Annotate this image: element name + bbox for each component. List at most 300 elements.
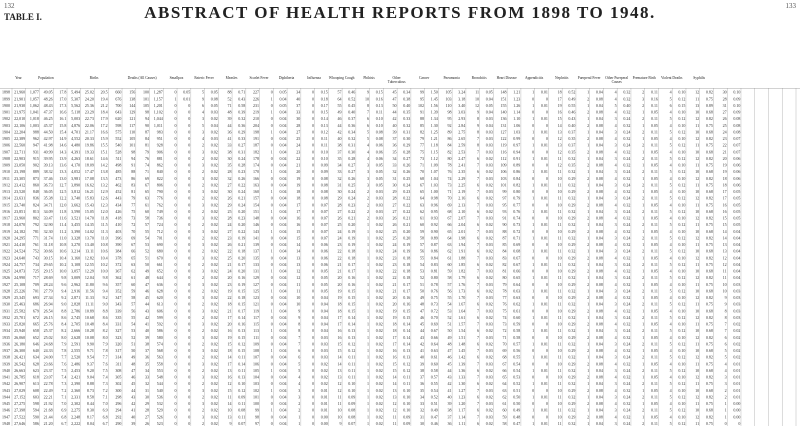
table-cell: 1 [532, 301, 535, 307]
table-cell: 0.10 [348, 381, 356, 387]
table-cell: 66 [131, 248, 136, 254]
table-cell: 0 [311, 301, 314, 307]
table-cell: 0 [545, 202, 548, 208]
table-cell: 0 [188, 162, 191, 168]
table-cell: 31 [420, 414, 425, 420]
table-cell: 0.32 [568, 341, 576, 347]
table-cell: 4 [614, 109, 617, 115]
table-cell: 7.9 [61, 341, 67, 347]
table-cell: 2.93 [458, 116, 466, 122]
table-cell: 0.01 [540, 142, 548, 148]
table-cell: 0.02 [210, 208, 218, 214]
table-cell: 0.23 [238, 169, 246, 175]
table-cell: 7 [477, 202, 480, 208]
column-header: Smallpox [169, 76, 184, 80]
table-cell: 144 [129, 102, 136, 108]
table-cell: 792 [32, 222, 39, 228]
table-cell: 0.05 [375, 162, 383, 168]
table-cell: 0.02 [485, 208, 493, 214]
table-cell: 5,003 [71, 116, 81, 122]
table-cell: 0.24 [623, 155, 631, 161]
table-cell: 1 [367, 301, 370, 307]
table-cell: 0 [532, 122, 535, 128]
table-cell: 108 [252, 348, 259, 354]
table-cell: 0.24 [623, 235, 631, 241]
table-cell: 21.20 [43, 421, 53, 426]
table-cell: 0.01 [540, 288, 548, 294]
table-cell: 2.25 [458, 182, 466, 188]
table-cell: 0.04 [595, 155, 603, 161]
table-cell: 88 [420, 116, 425, 122]
table-cell: 0.32 [568, 328, 576, 334]
table-cell: 2 [201, 421, 204, 426]
table-cell: 1,018 [29, 116, 39, 122]
table-cell: 712 [156, 228, 163, 234]
table-cell: 10 [557, 268, 562, 274]
table-cell: 8.58 [86, 394, 94, 400]
table-cell: 0.75 [705, 162, 713, 168]
table-cell: 0.49 [513, 407, 521, 413]
table-cell: 0.82 [705, 195, 713, 201]
table-cell: 2.04 [458, 222, 466, 228]
table-cell: 23,305 [14, 175, 26, 181]
table-cell: 526 [156, 414, 163, 420]
table-cell: 17.47 [84, 169, 94, 175]
table-cell: 0.10 [678, 308, 686, 314]
table-cell: 11.0 [59, 235, 67, 241]
table-cell: 0.10 [403, 407, 411, 413]
table-cell: 27 [392, 208, 397, 214]
table-cell: 0 [174, 109, 177, 115]
table-cell: 1 [587, 89, 590, 95]
table-cell: 7 [298, 341, 301, 347]
table-cell: 0.03 [320, 334, 328, 340]
table-cell: 0.08 [595, 334, 603, 340]
table-cell: 0.08 [595, 122, 603, 128]
table-cell: 23 [722, 136, 727, 142]
table-cell: 0.89 [705, 102, 713, 108]
table-cell: 0.02 [210, 162, 218, 168]
table-cell: 43 [447, 374, 452, 380]
table-cell: 12.7 [59, 182, 67, 188]
table-cell: 0.15 [238, 288, 246, 294]
table-cell: 599 [156, 314, 163, 320]
table-cell: 26 [722, 116, 727, 122]
table-cell: 0.02 [210, 275, 218, 281]
table-cell: 0.04 [595, 116, 603, 122]
table-cell: 1 [532, 155, 535, 161]
table-cell: 0 [311, 354, 314, 360]
row-year: 1919 [2, 228, 10, 234]
table-cell: 52 [420, 275, 425, 281]
table-cell: 0.02 [485, 354, 493, 360]
table-cell: 0.04 [279, 414, 287, 420]
table-cell: 586 [32, 421, 39, 426]
table-cell: 28 [227, 215, 232, 221]
table-cell: 0.02 [210, 261, 218, 267]
column-header: Other Tuberculous [387, 76, 406, 84]
table-cell: 0.03 [485, 281, 493, 287]
table-cell: 0.08 [595, 414, 603, 420]
table-cell: 0.01 [540, 328, 548, 334]
table-cell: 16 [557, 109, 562, 115]
table-cell: 0.86 [430, 248, 438, 254]
table-cell: 0.29 [568, 281, 576, 287]
table-cell: 0.02 [485, 328, 493, 334]
table-cell: 0 [188, 367, 191, 373]
table-cell: 82 [420, 129, 425, 135]
table-cell: 0.24 [623, 367, 631, 373]
table-cell: 0.02 [210, 202, 218, 208]
table-cell: 1.03 [513, 129, 521, 135]
table-cell: 0.06 [375, 142, 383, 148]
table-cell: 170 [252, 169, 259, 175]
table-cell: 1.61 [458, 314, 466, 320]
table-cell: 2 [201, 354, 204, 360]
table-cell: 0.32 [623, 162, 631, 168]
table-cell: 178 [252, 155, 259, 161]
column-header: Heart Disease [496, 76, 517, 80]
table-cell: 30.15 [43, 255, 53, 261]
table-cell: 0.29 [568, 374, 576, 380]
table-cell: 191 [252, 136, 259, 142]
table-cell: 47 [420, 308, 425, 314]
table-cell: 1.70 [458, 295, 466, 301]
table-cell: 6 [724, 334, 727, 340]
table-cell: 2 [642, 129, 645, 135]
table-cell: 24.33 [43, 348, 53, 354]
table-cell: 2 [201, 328, 204, 334]
table-cell: 443 [115, 195, 122, 201]
table-cell: 28 [337, 202, 342, 208]
table-cell: 0.84 [430, 255, 438, 261]
table-cell: 0.10 [403, 387, 411, 393]
table-cell: 11 [695, 341, 700, 347]
table-cell: 40 [392, 122, 397, 128]
table-cell: 0.02 [210, 334, 218, 340]
table-cell: 25,226 [14, 288, 26, 294]
table-cell: 1.45 [458, 348, 466, 354]
table-cell: 3,662 [71, 202, 81, 208]
row-year: 1918 [2, 222, 10, 228]
table-cell: 0.11 [320, 142, 328, 148]
table-cell: 182 [252, 149, 259, 155]
table-cell: 0.12 [238, 387, 246, 393]
table-cell: 63 [144, 195, 149, 201]
table-cell: 7 [298, 334, 301, 340]
table-cell: 1 [532, 354, 535, 360]
table-cell: 0.57 [513, 341, 521, 347]
table-cell: 0.10 [320, 155, 328, 161]
table-cell: 13.6 [59, 162, 67, 168]
table-cell: 4 [614, 215, 617, 221]
table-cell: 48 [420, 301, 425, 307]
table-cell: 53 [144, 242, 149, 248]
table-cell: 66 [447, 222, 452, 228]
table-cell: 21 [392, 288, 397, 294]
table-cell: 0.00 [733, 401, 741, 407]
table-cell: 81 [144, 142, 149, 148]
table-cell: 1 [532, 407, 535, 413]
table-cell: 1.06 [513, 122, 521, 128]
table-cell: 0.02 [210, 421, 218, 426]
table-cell: 0.55 [568, 102, 576, 108]
table-cell: 548 [156, 374, 163, 380]
table-cell: 2 [642, 421, 645, 426]
table-cell: 0.01 [183, 96, 191, 102]
table-cell: 0.06 [375, 155, 383, 161]
table-cell: 0.01 [733, 374, 741, 380]
table-cell: 27 [392, 202, 397, 208]
table-cell: 23.07 [43, 374, 53, 380]
table-cell: 1 [642, 202, 645, 208]
table-cell: 0.29 [568, 401, 576, 407]
table-cell: 1 [587, 155, 590, 161]
table-cell: 0.02 [375, 367, 383, 373]
table-cell: 0.02 [733, 328, 741, 334]
table-cell: 1 [642, 281, 645, 287]
table-cell: 0.14 [403, 328, 411, 334]
table-cell: 13 [557, 142, 562, 148]
table-cell: 35.38 [43, 195, 53, 201]
table-cell: 5 [669, 129, 672, 135]
table-cell: 17 [296, 208, 301, 214]
table-cell: 298 [115, 394, 122, 400]
table-cell: 498 [115, 162, 122, 168]
table-cell: 0.20 [238, 222, 246, 228]
table-cell: 105 [445, 89, 452, 95]
table-cell: 8 [724, 314, 727, 320]
table-cell: 7 [477, 308, 480, 314]
table-cell: 1 [587, 394, 590, 400]
table-cell: 1 [532, 235, 535, 241]
table-cell: 7.3 [61, 381, 67, 387]
table-cell: 6 [477, 222, 480, 228]
table-cell: 24,873 [14, 268, 26, 274]
table-cell: 1 [587, 421, 590, 426]
table-cell: 1.39 [430, 109, 438, 115]
table-cell: 24,640 [14, 255, 26, 261]
table-cell: 14 [722, 235, 727, 241]
table-cell: 10 [557, 215, 562, 221]
table-cell: 4 [614, 175, 617, 181]
table-cell: 0.32 [568, 155, 576, 161]
table-cell: 0.31 [403, 129, 411, 135]
table-cell: 0.04 [595, 248, 603, 254]
table-cell: 0.08 [595, 295, 603, 301]
table-cell: 0.12 [678, 169, 686, 175]
table-cell: 1.21 [430, 136, 438, 142]
table-cell: 8.4 [102, 321, 108, 327]
table-cell: 1 [532, 341, 535, 347]
table-cell: 1 [587, 407, 590, 413]
table-cell: 390 [115, 242, 122, 248]
table-cell: 155 [500, 102, 507, 108]
table-cell: 11 [557, 235, 562, 241]
table-cell: 18 [557, 89, 562, 95]
table-cell: 2 [642, 328, 645, 334]
table-cell: 0.10 [678, 202, 686, 208]
table-cell: 0 [174, 401, 177, 407]
table-cell: 0.14 [238, 314, 246, 320]
table-cell: 44 [392, 109, 397, 115]
table-cell: 0.16 [348, 281, 356, 287]
table-cell: 60 [447, 261, 452, 267]
table-cell: 3,590 [71, 208, 81, 214]
table-cell: 1 [587, 301, 590, 307]
table-cell: 0.32 [568, 314, 576, 320]
table-cell: 1 [724, 401, 727, 407]
table-cell: 79 [131, 195, 136, 201]
table-cell: 2 [587, 96, 590, 102]
row-year: 1901 [2, 109, 10, 115]
table-cell: 105 [142, 102, 149, 108]
table-cell: 11.11 [85, 301, 94, 307]
table-cell: 0.72 [513, 228, 521, 234]
table-cell: 0.18 [238, 248, 246, 254]
table-cell: 19 [227, 334, 232, 340]
table-cell: 19 [227, 288, 232, 294]
table-cell: 8.73 [86, 387, 94, 393]
table-cell: 20.5 [100, 89, 108, 95]
table-cell: 0.02 [485, 288, 493, 294]
table-cell: 25 [337, 222, 342, 228]
table-cell: 71 [227, 102, 232, 108]
table-cell: 0.11 [650, 195, 658, 201]
table-cell: 12 [337, 387, 342, 393]
table-cell: 131 [252, 268, 259, 274]
table-cell: 0 [532, 321, 535, 327]
table-cell: 0 [188, 288, 191, 294]
table-cell: 0 [532, 96, 535, 102]
table-cell: 1 [587, 182, 590, 188]
table-cell: 0.29 [568, 387, 576, 393]
table-cell: 0.10 [678, 149, 686, 155]
table-cell: 0 [174, 367, 177, 373]
table-cell: 0.03 [375, 195, 383, 201]
table-cell: 0.05 [650, 255, 658, 261]
table-cell: 2.41 [458, 162, 466, 168]
column-header: Deaths (All Causes) [127, 76, 157, 80]
table-cell: 0.17 [403, 288, 411, 294]
table-cell: 69 [131, 235, 136, 241]
table-cell: 3 [201, 348, 204, 354]
table-cell: 67 [420, 182, 425, 188]
table-cell: 590 [32, 414, 39, 420]
table-cell: 3 [724, 381, 727, 387]
table-cell: 9 [298, 314, 301, 320]
table-cell: 1 [270, 288, 273, 294]
table-cell: 0.11 [650, 261, 658, 267]
table-cell: 163 [252, 182, 259, 188]
table-cell: 1 [587, 288, 590, 294]
table-cell: 0.04 [320, 308, 328, 314]
table-cell: 3 [201, 414, 204, 420]
table-cell: 18.4 [100, 109, 108, 115]
table-cell: 0.15 [375, 89, 383, 95]
table-cell: 2.07 [458, 215, 466, 221]
table-cell: 0.01 [733, 394, 741, 400]
table-cell: 0 [270, 314, 273, 320]
table-cell: 55 [447, 295, 452, 301]
table-cell: 320 [115, 341, 122, 347]
table-cell: 13.2 [100, 182, 108, 188]
table-cell: 0.31 [348, 142, 356, 148]
table-cell: 0.32 [238, 116, 246, 122]
table-cell: 26.94 [43, 301, 53, 307]
table-cell: 0 [174, 354, 177, 360]
table-cell: 4 [669, 122, 672, 128]
table-cell: 3.24 [458, 89, 466, 95]
table-cell: 623 [32, 367, 39, 373]
table-cell: 1 [367, 374, 370, 380]
table-cell: 15.4 [59, 129, 67, 135]
table-cell: 0.02 [375, 255, 383, 261]
table-cell: 1.56 [430, 102, 438, 108]
table-cell: 102 [418, 102, 425, 108]
table-cell: 0.07 [320, 228, 328, 234]
table-cell: 2 [587, 401, 590, 407]
table-cell: 11 [695, 421, 700, 426]
table-cell: 0.29 [403, 142, 411, 148]
table-cell: 11 [695, 182, 700, 188]
table-cell: 1 [270, 248, 273, 254]
table-cell: 0.01 [540, 341, 548, 347]
table-cell: 0.04 [279, 116, 287, 122]
table-cell: 70 [420, 169, 425, 175]
table-cell: 10 [695, 288, 700, 294]
table-cell: 12 [722, 255, 727, 261]
table-cell: 41.98 [43, 142, 53, 148]
table-cell: 0.01 [733, 361, 741, 367]
row-year: 1931 [2, 308, 10, 314]
table-cell: 0.04 [279, 275, 287, 281]
table-cell: 5 [669, 248, 672, 254]
table-cell: 1 [367, 248, 370, 254]
table-cell: 5 [669, 367, 672, 373]
table-cell: 0.75 [705, 281, 713, 287]
table-cell: 0.20 [238, 268, 246, 274]
table-cell: 8.0 [102, 334, 108, 340]
table-cell: 38 [144, 341, 149, 347]
row-year: 1908 [2, 155, 10, 161]
table-cell: 1 [367, 328, 370, 334]
table-cell: 14 [337, 354, 342, 360]
table-cell: 227 [252, 89, 259, 95]
table-cell: 77 [131, 202, 136, 208]
table-cell: 598 [115, 122, 122, 128]
table-cell: 2 [587, 281, 590, 287]
table-cell: 0.04 [279, 367, 287, 373]
table-cell: 331 [115, 321, 122, 327]
table-cell: 60 [420, 222, 425, 228]
table-cell: 123 [252, 295, 259, 301]
table-cell: 771 [32, 235, 39, 241]
table-cell: 1,057 [29, 96, 39, 102]
table-cell: 0.24 [238, 155, 246, 161]
table-cell: 78 [502, 288, 507, 294]
table-cell: 0 [545, 387, 548, 393]
table-cell: 0.54 [513, 361, 521, 367]
table-cell: 0.02 [210, 328, 218, 334]
table-cell: 9 [477, 122, 480, 128]
table-cell: 0.08 [595, 175, 603, 181]
table-cell: 568 [156, 348, 163, 354]
table-cell: 1 [587, 116, 590, 122]
table-cell: 0.05 [650, 149, 658, 155]
table-cell: 1 [587, 248, 590, 254]
table-cell: 0 [532, 149, 535, 155]
